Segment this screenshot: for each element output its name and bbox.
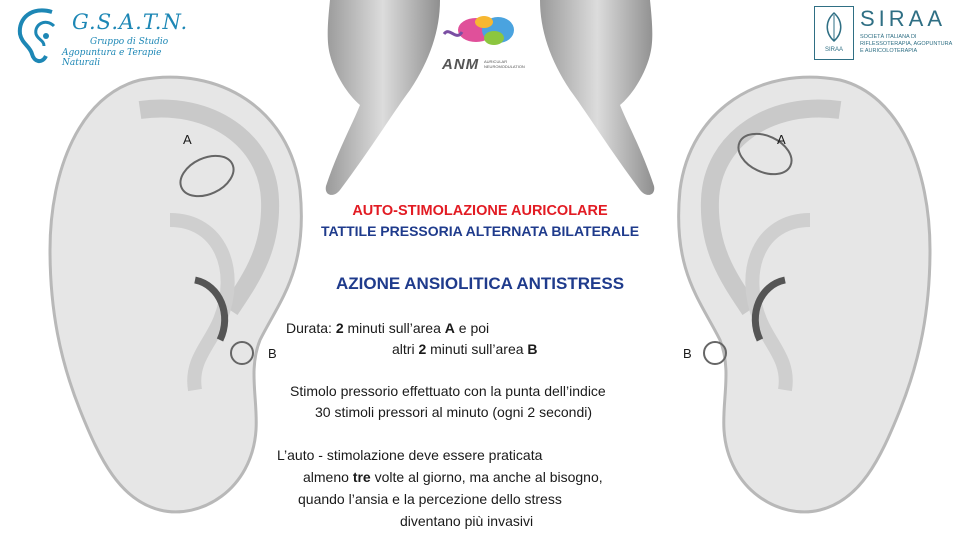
- duration-text-2: minuti sull’area: [426, 341, 528, 357]
- siraa-logo: [814, 6, 954, 66]
- anm-logo: [436, 8, 528, 78]
- practice-text: almeno: [303, 469, 353, 485]
- practice-line-1: L’auto - stimolazione deve essere praticata: [277, 447, 543, 463]
- left-ear-label-b: B: [268, 346, 277, 361]
- duration-minutes-a: 2: [335, 320, 344, 336]
- practice-text-end: volte al giorno, ma anche al bisogno,: [370, 469, 603, 485]
- anm-subtitle: AURICULAR NEUROMODULATION: [484, 59, 525, 69]
- duration-text-end: e poi: [454, 320, 490, 336]
- siraa-emblem: [814, 6, 854, 60]
- gsatn-logo: [12, 4, 189, 68]
- title-line-2: TATTILE PRESSORIA ALTERNATA BILATERALE: [320, 223, 640, 239]
- anm-title: ANM: [442, 56, 480, 73]
- duration-line-1: [286, 320, 489, 336]
- brain-logo-icon: [436, 8, 528, 56]
- duration-area-a: A: [444, 320, 455, 336]
- right-hand: [540, 0, 654, 195]
- practice-line-2: [303, 469, 603, 485]
- duration-line-2: [392, 341, 538, 357]
- siraa-title: SIRAA: [860, 6, 947, 31]
- gsatn-title: G.S.A.T.N.: [72, 10, 189, 34]
- title-line-1: AUTO-STIMOLAZIONE AURICOLARE: [352, 203, 608, 219]
- duration-area-b: B: [527, 341, 538, 357]
- left-ear-image: [20, 70, 320, 540]
- stimulus-line-1: Stimolo pressorio effettuato con la punta dell’indice: [290, 383, 606, 399]
- gsatn-subtitle-2: Agopuntura e Terapie Naturali: [62, 48, 162, 68]
- left-ear-label-a: A: [183, 132, 192, 147]
- right-ear-label-a: A: [777, 132, 786, 147]
- practice-line-4: diventano più invasivi: [400, 513, 534, 529]
- left-hand: [326, 0, 440, 195]
- leaf-emblem-icon: [815, 7, 853, 47]
- duration-minutes-b: 2: [418, 341, 427, 357]
- siraa-box-label: SIRAA: [824, 47, 843, 53]
- right-ear-image: [660, 70, 960, 540]
- siraa-subtitle: SOCIETÀ ITALIANA DI RIFLESSOTERAPIA, AGOPUNTURA E AURICOLOTERAPIA: [860, 34, 952, 54]
- gsatn-subtitle-1: Gruppo di Studio: [90, 37, 169, 47]
- duration-text: minuti sull’area: [343, 320, 445, 336]
- practice-frequency: tre: [352, 469, 371, 485]
- practice-line-3: quando l’ansia e la percezione dello stress: [298, 491, 562, 507]
- main-heading: AZIONE ANSIOLITICA ANTISTRESS: [335, 274, 625, 293]
- duration-label-2: altri: [392, 341, 419, 357]
- stimulus-line-2: 30 stimoli pressori al minuto (ogni 2 secondi): [315, 404, 593, 420]
- duration-label: Durata:: [286, 320, 336, 336]
- right-ear-label-b: B: [683, 346, 692, 361]
